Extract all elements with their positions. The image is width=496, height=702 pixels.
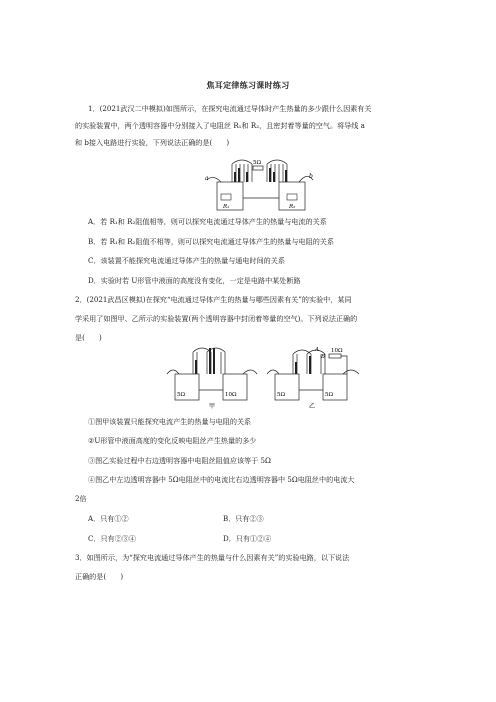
q2-fig-label-b: B — [321, 354, 326, 360]
q2-statement-3: ③图乙实验过程中右边透明容器中电阻丝阻值应该等于 5Ω — [88, 456, 271, 465]
q1-fig-label-b: b — [309, 173, 313, 180]
q2-option-c: C．只有②③④ — [88, 534, 136, 543]
q2-fig-label-a: A — [315, 347, 319, 353]
q1-fig-r1: R₁ — [223, 204, 230, 210]
q1-line-3: 和 b接入电路进行实验，下列说法正确的是( ) — [75, 138, 230, 147]
q2-statement-4: ④图乙中左边透明容器中 5Ω电阻丝中的电流比右边透明容器中 5Ω电阻丝中的电流大 — [88, 475, 355, 484]
q2-statement-4-cont: 2倍 — [75, 494, 87, 503]
q1-option-d: D．实验时若 U形管中液面的高度没有变化，一定是电路中某处断路 — [88, 276, 301, 285]
page-title: 焦耳定律练习课时练习 — [206, 80, 290, 90]
q2-statement-2: ②U形管中液面高度的变化反映电阻丝产生热量的多少 — [88, 436, 257, 445]
q1-option-c: C．该装置不能探究电流通过导体产生的热量与通电时间的关系 — [88, 256, 285, 265]
q2-option-a: A．只有①② — [88, 514, 129, 523]
q2-option-b: B．只有②③ — [223, 514, 264, 523]
q1-option-b: B．若 R₁和 R₂阻值不相等，则可以探究电流通过导体产生的热量与电阻的关系 — [88, 237, 334, 246]
q2-fig-left-r2: 10Ω — [225, 392, 237, 398]
q1-fig-label-a: a — [205, 175, 209, 182]
q1-fig-r2: R₂ — [289, 204, 296, 210]
q1-apparatus-figure — [205, 158, 315, 214]
q1-line-2: 的实验装置中，两个透明容器中分别接入了电阻丝 R₁和 R₂，且密封着等量的空气。将导线 a — [75, 121, 365, 130]
q2-fig-caption-right: 乙 — [309, 403, 316, 410]
q2-statement-1: ①图甲该装置只能探究电流产生的热量与电阻的关系 — [88, 417, 252, 426]
q2-line-1: 2．(2021武昌区模拟)在探究“电流通过导体产生的热量与哪些因素有关”的实验中，某同 — [75, 295, 352, 304]
q1-line-1: 1．(2021武汉二中模拟)如图所示，在探究电流通过导体时产生热量的多少跟什么因素有关 — [88, 104, 372, 113]
q2-fig-right-r1: 5Ω — [277, 392, 286, 398]
q2-line-2: 学采用了如图甲、乙所示的实验装置(两个透明容器中封闭着等量的空气)。下列说法正确的 — [75, 314, 358, 323]
q2-fig-right-r2: 5Ω — [325, 392, 334, 398]
q2-fig-caption-left: 甲 — [209, 403, 216, 410]
q2-option-d: D．只有①②④ — [223, 534, 272, 543]
q2-fig-right-top-r: 10Ω — [331, 348, 343, 354]
q3-line-2: 正确的是( ) — [75, 572, 124, 581]
q2-line-3: 是( ) — [75, 333, 102, 342]
q1-fig-resistor-label: 5Ω — [253, 160, 262, 166]
q1-option-a: A．若 R₁和 R₂阻值相等，则可以探究电流通过导体产生的热量与电流的关系 — [88, 217, 327, 226]
q3-line-1: 3．如图所示，为“探究电流通过导体产生的热量与什么因素有关”的实验电路，以下说法 — [75, 553, 350, 562]
q2-apparatus-figure — [165, 344, 365, 410]
q2-fig-left-r1: 5Ω — [177, 392, 186, 398]
